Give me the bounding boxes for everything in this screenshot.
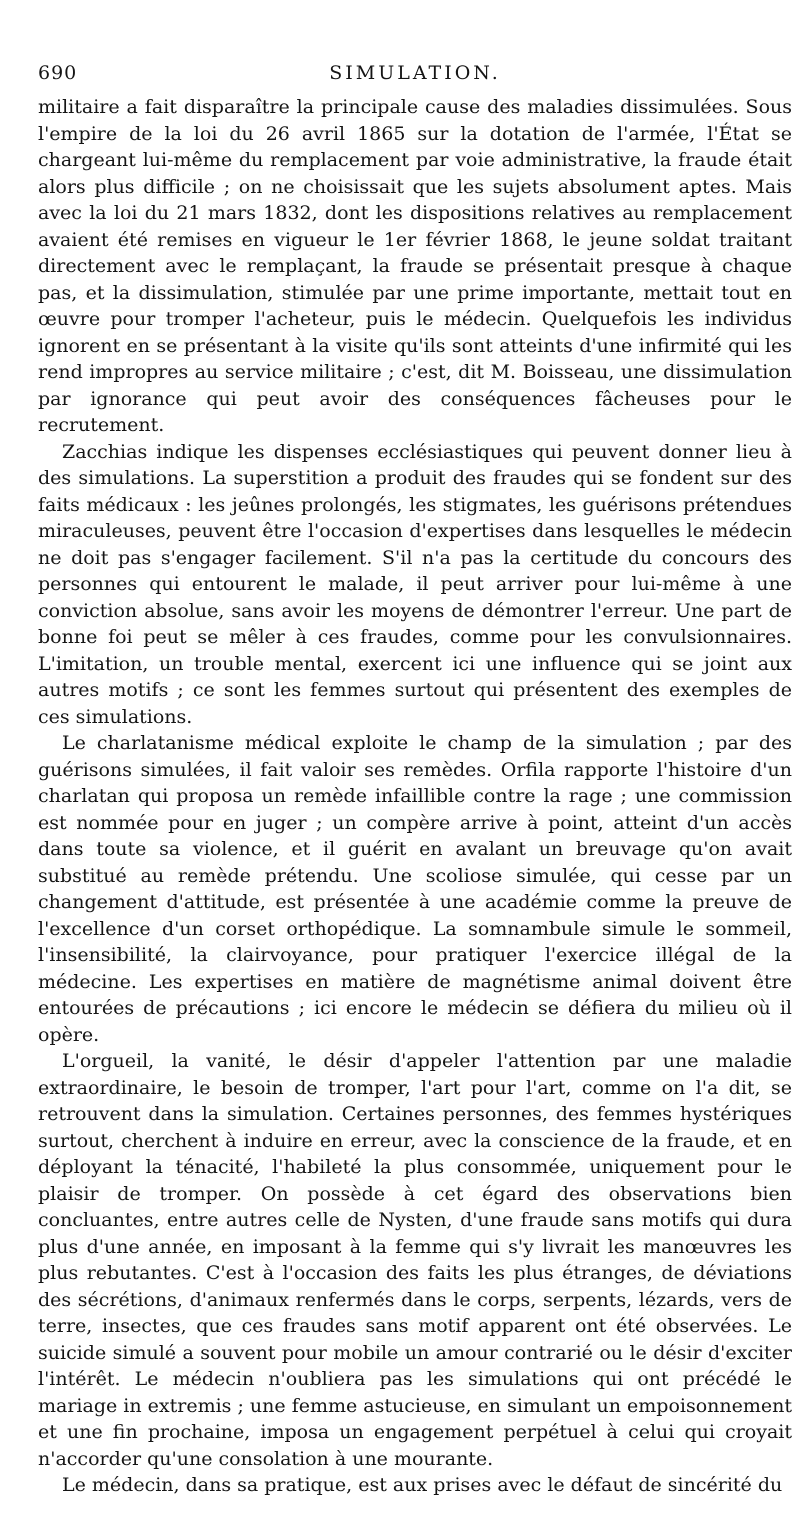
paragraph-2: Zacchias indique les dispenses ecclésiastiques qui peuvent donner lieu à des simulations. La superstition a produit des fraudes qui se fondent sur des faits médicaux : les jeûnes prolongés, les stigmates, les guérisons prétendues miraculeuses, peuvent être l'occasion d'expertises dans lesquelles le médecin ne doit pas s'engager facilement. S'il n'a pas la certitude du concours des personnes qui entourent le malade, il peut arriver pour lui-même à une conviction absolue, sans avoir les moyens de démontrer l'erreur. Une part de bonne foi peut se mêler à ces fraudes, comme pour les convulsionnaires. L'imitation, un trouble mental, exercent ici une influence qui se joint aux autres motifs ; ce sont les femmes surtout qui présentent des exemples de ces simulations. [38, 440, 792, 728]
book-page [38, 58, 792, 1499]
body-text [38, 94, 792, 1499]
page-number: 690 [38, 62, 78, 84]
paragraph-3: Le charlatanisme médical exploite le champ de la simulation ; par des guérisons simulées, il fait valoir ses remèdes. Orfila rapporte l'histoire d'un charlatan qui proposa un remède infaillible contre la rage ; une commission est nommée pour en juger ; un compère arrive à point, atteint d'un accès dans toute sa violence, et il guérit en avalant un breuvage qu'on avait substitué au remède prétendu. Une scoliose simulée, qui cesse par un changement d'attitude, est présentée à une académie comme la preuve de l'excellence d'un corset orthopédique. La somnambule simule le sommeil, l'insensibilité, la clairvoyance, pour pratiquer l'exercice illégal de la médecine. Les expertises en matière de magnétisme animal doivent être entourées de précautions ; ici encore le médecin se défiera du milieu où il opère. [38, 732, 792, 1046]
paragraph-1: militaire a fait disparaître la principale cause des maladies dissimulées. Sous l'empire de la loi du 26 avril 1865 sur la dotation de l'armée, l'État se chargeant lui-même du remplacement par voie administrative, la fraude était alors plus difficile ; on ne choisissait que les sujets absolument aptes. Mais avec la loi du 21 mars 1832, dont les dispositions relatives au remplacement avaient été remises en vigueur le 1er février 1868, le jeune soldat traitant directement avec le remplaçant, la fraude se présentait presque à chaque pas, et la dissimulation, stimulée par une prime importante, mettait tout en œuvre pour tromper l'acheteur, puis le médecin. Quelquefois les individus ignorent en se présentant à la visite qu'ils sont atteints d'une infirmité qui les rend impropres au service militaire ; c'est, dit M. Boisseau, une dissimulation par ignorance qui peut avoir des conséquences fâcheuses pour le recrutement. [38, 96, 792, 436]
running-head [38, 58, 792, 88]
running-title: SIMULATION. [329, 62, 501, 84]
paragraph-4: L'orgueil, la vanité, le désir d'appeler l'attention par une maladie extraordinaire, le besoin de tromper, l'art pour l'art, comme on l'a dit, se retrouvent dans la simulation. Certaines personnes, des femmes hystériques surtout, cherchent à induire en erreur, avec la conscience de la fraude, et en déployant la ténacité, l'habileté la plus consommée, uniquement pour le plaisir de tromper. On possède à cet égard des observations bien concluantes, entre autres celle de Nysten, d'une fraude sans motifs qui dura plus d'une année, en imposant à la femme qui s'y livrait les manœuvres les plus rebutantes. C'est à l'occasion des faits les plus étranges, de déviations des sécrétions, d'animaux renfermés dans le corps, serpents, lézards, vers de terre, insectes, que ces fraudes sans motif apparent ont été observées. Le suicide simulé a souvent pour mobile un amour contrarié ou le désir d'exciter l'intérêt. Le médecin n'oubliera pas les simulations qui ont précédé le mariage in extremis ; une femme astucieuse, en simulant un empoisonnement et une fin prochaine, imposa un engagement perpétuel à celui qui croyait n'accorder qu'une consolation à une mourante. [38, 1050, 792, 1470]
paragraph-5: Le médecin, dans sa pratique, est aux prises avec le défaut de sincérité du [62, 1474, 783, 1496]
